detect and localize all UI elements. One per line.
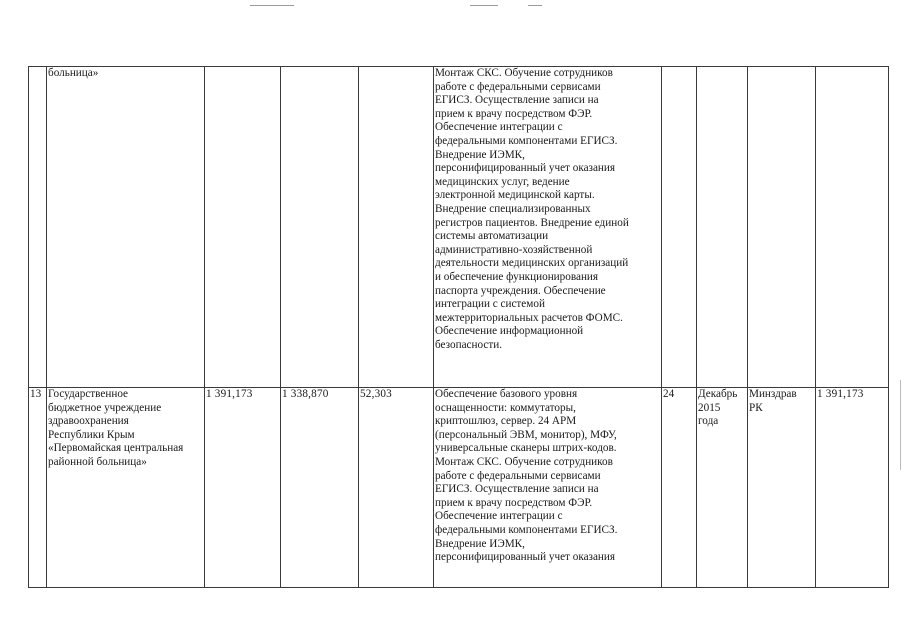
description-line: ЕГИСЗ. Осуществление записи на — [435, 94, 599, 107]
description-line: работе с федеральными сервисами — [435, 469, 601, 482]
table-row-continued — [29, 67, 889, 388]
cell-count: 24 — [662, 388, 697, 588]
institution-line: «Первомайская центральная — [48, 442, 184, 455]
description-line: криптошлюз, сервер. 24 АРМ — [435, 415, 577, 428]
description-line: системы автоматизации — [435, 230, 549, 243]
description-line: Внедрение ИЭМК, — [435, 148, 525, 161]
description-line: паспорта учреждения. Обеспечение — [435, 284, 606, 297]
cell-federal — [281, 67, 359, 388]
table-row-13 — [29, 388, 889, 588]
description-line: Обеспечение информационной — [435, 325, 584, 338]
institution-line: Государственное — [48, 388, 129, 400]
cell-deadline — [697, 388, 748, 588]
description-line: федеральными компонентами ЕГИСЗ. — [435, 523, 618, 536]
description-line: Монтаж СКС. Обучение сотрудников — [435, 67, 613, 79]
cell-responsible — [748, 388, 816, 588]
description-line: безопасности. — [435, 338, 503, 351]
deadline-line: Декабрь — [698, 388, 738, 400]
institution-line: бюджетное учреждение — [48, 401, 162, 414]
description-line: Внедрение специализированных — [435, 202, 591, 215]
cell-regional — [359, 67, 434, 388]
cell-total — [205, 67, 281, 388]
cell-amount: 1 391,173 — [816, 388, 889, 588]
description-line: прием к врачу посредством ФЭР. — [435, 496, 593, 509]
description-line: работе с федеральными сервисами — [435, 80, 601, 93]
institution-line: больница» — [48, 67, 99, 79]
scan-artifact — [900, 380, 901, 470]
cell-description — [434, 67, 662, 388]
description-line: персонифицированный учет оказания — [435, 162, 616, 175]
description-line: прием к врачу посредством ФЭР. — [435, 107, 593, 120]
description-line: административно-хозяйственной — [435, 243, 593, 256]
scan-artifact — [470, 5, 498, 6]
description-line: (персональный ЭВМ, монитор), МФУ, — [435, 428, 617, 441]
institution-line: Республики Крым — [48, 428, 135, 441]
institution-line: районной больница» — [48, 455, 147, 468]
cell-count — [662, 67, 697, 388]
description-line: и обеспечение функционирования — [435, 270, 599, 283]
description-line: интеграции с системой — [435, 298, 545, 311]
cell-institution — [47, 388, 205, 588]
scan-artifact — [250, 5, 294, 6]
description-line: Внедрение ИЭМК, — [435, 537, 525, 550]
cell-number — [29, 67, 47, 388]
cell-responsible — [748, 67, 816, 388]
description-line: Монтаж СКС. Обучение сотрудников — [435, 455, 613, 468]
cell-number: 13 — [29, 388, 47, 588]
projects-table — [28, 66, 889, 588]
description-line: межтерриториальных расчетов ФОМС. — [435, 311, 623, 324]
cell-total: 1 391,173 — [205, 388, 281, 588]
description-line: Обеспечение интеграции с — [435, 510, 563, 523]
responsible-line: Минздрав — [749, 388, 797, 400]
cell-institution — [47, 67, 205, 388]
cell-description — [434, 388, 662, 588]
responsible-line: РК — [749, 401, 763, 414]
description-line: регистров пациентов. Внедрение единой — [435, 216, 629, 229]
description-line: медицинских услуг, ведение — [435, 175, 570, 188]
description-line: персонифицированный учет оказания — [435, 551, 616, 564]
description-line: деятельности медицинских организаций — [435, 257, 629, 270]
description-line: оснащенности: коммутаторы, — [435, 401, 576, 414]
cell-regional: 52,303 — [359, 388, 434, 588]
description-line: ЕГИСЗ. Осуществление записи на — [435, 483, 599, 496]
description-line: Обеспечение интеграции с — [435, 121, 563, 134]
deadline-line: года — [698, 415, 719, 428]
description-line: универсальные сканеры штрих-кодов. — [435, 442, 617, 455]
institution-line: здравоохранения — [48, 415, 129, 428]
description-line: федеральными компонентами ЕГИСЗ. — [435, 134, 618, 147]
description-line: электронной медицинской карты. — [435, 189, 595, 202]
cell-amount — [816, 67, 889, 388]
scan-artifact — [528, 5, 542, 6]
deadline-line: 2015 — [698, 401, 721, 414]
description-line: Обеспечение базового уровня — [435, 388, 578, 400]
cell-deadline — [697, 67, 748, 388]
cell-federal: 1 338,870 — [281, 388, 359, 588]
